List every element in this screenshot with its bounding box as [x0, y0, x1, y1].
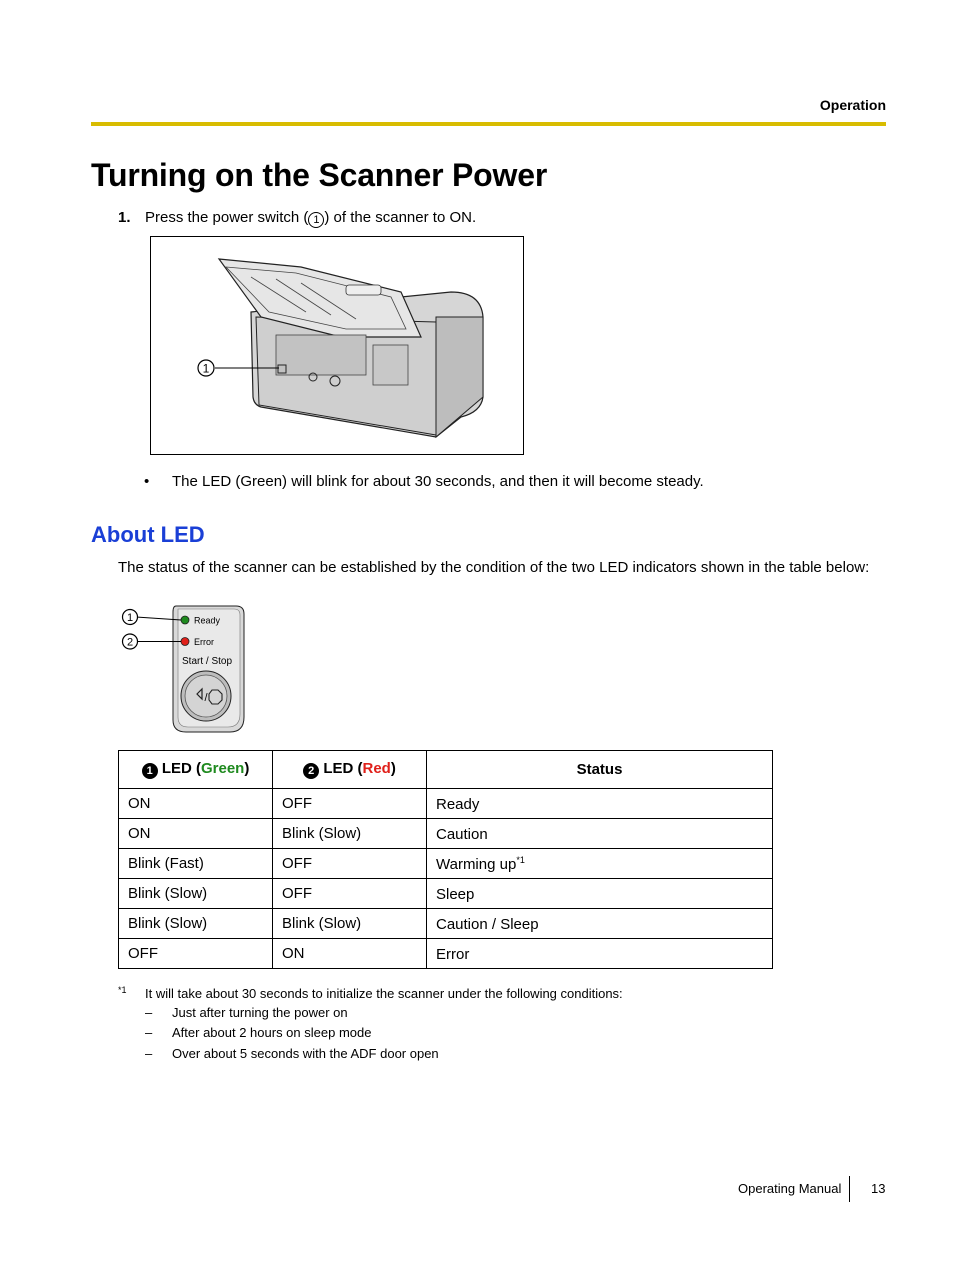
- table-row: ON Blink (Slow) Caution: [119, 819, 773, 849]
- footnote-item: – Just after turning the power on: [145, 1005, 348, 1020]
- bullet-icon: •: [144, 473, 150, 490]
- table-row: Blink (Slow) OFF Sleep: [119, 879, 773, 909]
- error-label: Error: [194, 637, 214, 647]
- table-header-row: [119, 751, 773, 789]
- bullet-text: The LED (Green) will blink for about 30 seconds, and then it will become steady.: [172, 473, 704, 490]
- table-row: OFF ON Error: [119, 939, 773, 969]
- panel-callout-1: 1: [126, 612, 134, 624]
- page-title: Turning on the Scanner Power: [91, 157, 548, 193]
- header-led-red: 2 LED (Red): [273, 751, 427, 789]
- footer-divider: [849, 1176, 850, 1202]
- footnote-ref: *1: [516, 854, 525, 865]
- control-panel-drawing: [118, 602, 248, 734]
- start-stop-label: Start / Stop: [182, 656, 233, 667]
- header-led-green: 1 LED (Green): [119, 751, 273, 789]
- figure-callout: 1: [202, 361, 210, 376]
- table-row: Blink (Fast) OFF Warming $up^{*1}$: [119, 849, 773, 879]
- control-panel-illustration: [118, 602, 248, 734]
- scanner-illustration: [150, 236, 524, 455]
- page-number: 13: [871, 1181, 886, 1196]
- footnote-item: – After about 2 hours on sleep mode: [145, 1025, 372, 1040]
- section-title: About LED: [91, 522, 205, 547]
- intro-paragraph: The status of the scanner can be established by the condition of the two LED indicators shown in the table below:: [118, 559, 870, 576]
- panel-callout-2: 2: [126, 636, 134, 649]
- footnote-item: – Over about 5 seconds with the ADF door open: [145, 1046, 439, 1061]
- scanner-drawing: [151, 237, 523, 454]
- ready-label: Ready: [194, 615, 221, 626]
- footer-label: Operating Manual: [738, 1181, 842, 1196]
- footnote-text: It will take about 30 seconds to initialize the scanner under the following conditions:: [145, 986, 623, 1001]
- header-rule: [91, 122, 886, 126]
- led-status-table: [118, 750, 773, 969]
- step-number: 1.: [118, 209, 131, 226]
- callout-marker: 1: [308, 212, 324, 228]
- table-row: ON OFF Ready: [119, 789, 773, 819]
- header-section-label: Operation: [819, 97, 886, 113]
- header-status: Status: [427, 751, 773, 789]
- footnote-mark: *1: [118, 985, 127, 995]
- step-text: Press the power switch ( 1 ) of the scanner to ON.: [145, 209, 477, 226]
- button-separator: /: [204, 692, 208, 704]
- table-row: Blink (Slow) Blink (Slow) Caution / Sleep: [119, 909, 773, 939]
